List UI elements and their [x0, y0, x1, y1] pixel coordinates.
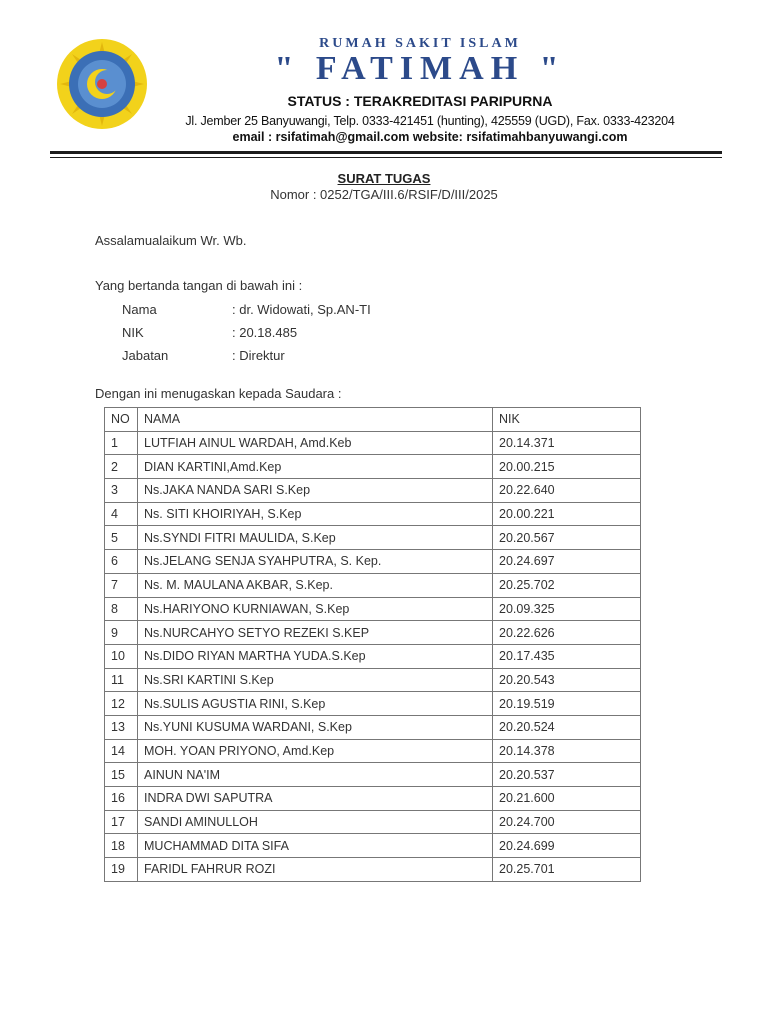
status-value: TERAKREDITASI PARIPURNA	[353, 93, 553, 109]
document-number: Nomor : 0252/TGA/III.6/RSIF/D/III/2025	[270, 187, 498, 202]
header-no: NO	[105, 408, 138, 432]
hospital-address: Jl. Jember 25 Banyuwangi, Telp. 0333-421451 (hunting), 425559 (UGD), Fax. 0333-423204	[185, 114, 675, 128]
cell-nik: 20.20.567	[493, 526, 641, 550]
hospital-type: RUMAH SAKIT ISLAM	[319, 36, 521, 51]
cell-nik: 20.22.640	[493, 479, 641, 503]
cell-nama: FARIDL FAHRUR ROZI	[138, 858, 493, 882]
document-title: SURAT TUGAS	[337, 171, 431, 186]
cell-no: 11	[105, 668, 138, 692]
cell-nik: 20.24.700	[493, 810, 641, 834]
signatory-position-value: : Direktur	[232, 348, 285, 363]
cell-nik: 20.22.626	[493, 621, 641, 645]
cell-nik: 20.21.600	[493, 787, 641, 811]
cell-nik: 20.25.701	[493, 858, 641, 882]
table-row	[105, 479, 641, 503]
cell-nik: 20.24.697	[493, 550, 641, 574]
cell-nama: SANDI AMINULLOH	[138, 810, 493, 834]
signatory-nik-value: : 20.18.485	[232, 325, 298, 340]
table-row	[105, 455, 641, 479]
cell-nik: 20.20.543	[493, 668, 641, 692]
table-row	[105, 573, 641, 597]
signatory-nik-label: NIK	[122, 325, 144, 340]
cell-no: 12	[105, 692, 138, 716]
cell-nama: Ns. SITI KHOIRIYAH, S.Kep	[138, 502, 493, 526]
cell-nama: MUCHAMMAD DITA SIFA	[138, 834, 493, 858]
header-nik: NIK	[493, 408, 641, 432]
table-row	[105, 763, 641, 787]
cell-no: 5	[105, 526, 138, 550]
table-row	[105, 787, 641, 811]
table-row	[105, 621, 641, 645]
cell-nama: Ns.JAKA NANDA SARI S.Kep	[138, 479, 493, 503]
cell-nik: 20.20.524	[493, 715, 641, 739]
header-nama: NAMA	[138, 408, 493, 432]
cell-nik: 20.19.519	[493, 692, 641, 716]
cell-nik: 20.17.435	[493, 644, 641, 668]
cell-nama: Ns.HARIYONO KURNIAWAN, S.Kep	[138, 597, 493, 621]
cell-no: 2	[105, 455, 138, 479]
header-divider-thick	[50, 151, 722, 154]
signatory-position-label: Jabatan	[122, 348, 169, 363]
table-row	[105, 502, 641, 526]
signatory-name-value: : dr. Widowati, Sp.AN-TI	[232, 302, 371, 317]
cell-no: 10	[105, 644, 138, 668]
table-header-row	[105, 408, 641, 432]
cell-nama: Ns. M. MAULANA AKBAR, S.Kep.	[138, 573, 493, 597]
cell-nama: Ns.DIDO RIYAN MARTHA YUDA.S.Kep	[138, 644, 493, 668]
table-row	[105, 644, 641, 668]
cell-nik: 20.09.325	[493, 597, 641, 621]
assignment-intro: Dengan ini menugaskan kepada Saudara :	[95, 386, 342, 401]
cell-no: 4	[105, 502, 138, 526]
cell-nik: 20.14.378	[493, 739, 641, 763]
cell-nama: Ns.SRI KARTINI S.Kep	[138, 668, 493, 692]
table-row	[105, 715, 641, 739]
cell-nik: 20.25.702	[493, 573, 641, 597]
table-row	[105, 431, 641, 455]
cell-nik: 20.00.221	[493, 502, 641, 526]
cell-nama: Ns.SULIS AGUSTIA RINI, S.Kep	[138, 692, 493, 716]
cell-nama: Ns.NURCAHYO SETYO REZEKI S.KEP	[138, 621, 493, 645]
cell-no: 1	[105, 431, 138, 455]
hospital-name: " FATIMAH "	[274, 50, 566, 87]
accreditation-status	[200, 93, 640, 109]
cell-nama: AINUN NA'IM	[138, 763, 493, 787]
salutation: Assalamualaikum Wr. Wb.	[95, 233, 247, 248]
cell-no: 16	[105, 787, 138, 811]
table-row	[105, 597, 641, 621]
cell-nama: LUTFIAH AINUL WARDAH, Amd.Keb	[138, 431, 493, 455]
cell-no: 17	[105, 810, 138, 834]
staff-table	[104, 407, 641, 882]
table-row	[105, 526, 641, 550]
table-row	[105, 810, 641, 834]
status-label: STATUS :	[287, 93, 354, 109]
cell-nik: 20.14.371	[493, 431, 641, 455]
cell-nama: INDRA DWI SAPUTRA	[138, 787, 493, 811]
cell-no: 13	[105, 715, 138, 739]
table-row	[105, 692, 641, 716]
cell-no: 8	[105, 597, 138, 621]
cell-nik: 20.00.215	[493, 455, 641, 479]
cell-nama: Ns.YUNI KUSUMA WARDANI, S.Kep	[138, 715, 493, 739]
cell-no: 3	[105, 479, 138, 503]
table-row	[105, 550, 641, 574]
hospital-contact: email : rsifatimah@gmail.com website: rsifatimahbanyuwangi.com	[232, 130, 628, 144]
signatory-intro: Yang bertanda tangan di bawah ini :	[95, 278, 303, 293]
cell-nama: Ns.JELANG SENJA SYAHPUTRA, S. Kep.	[138, 550, 493, 574]
cell-nik: 20.24.699	[493, 834, 641, 858]
cell-no: 18	[105, 834, 138, 858]
cell-no: 6	[105, 550, 138, 574]
cell-nama: DIAN KARTINI,Amd.Kep	[138, 455, 493, 479]
header-divider-thin	[50, 157, 722, 158]
table-row	[105, 668, 641, 692]
table-row	[105, 858, 641, 882]
cell-nik: 20.20.537	[493, 763, 641, 787]
staff-table-body	[105, 431, 641, 881]
cell-nama: MOH. YOAN PRIYONO, Amd.Kep	[138, 739, 493, 763]
cell-no: 14	[105, 739, 138, 763]
cell-no: 7	[105, 573, 138, 597]
cell-no: 15	[105, 763, 138, 787]
cell-no: 19	[105, 858, 138, 882]
signatory-name-label: Nama	[122, 302, 157, 317]
cell-nama: Ns.SYNDI FITRI MAULIDA, S.Kep	[138, 526, 493, 550]
table-row	[105, 739, 641, 763]
table-row	[105, 834, 641, 858]
cell-no: 9	[105, 621, 138, 645]
